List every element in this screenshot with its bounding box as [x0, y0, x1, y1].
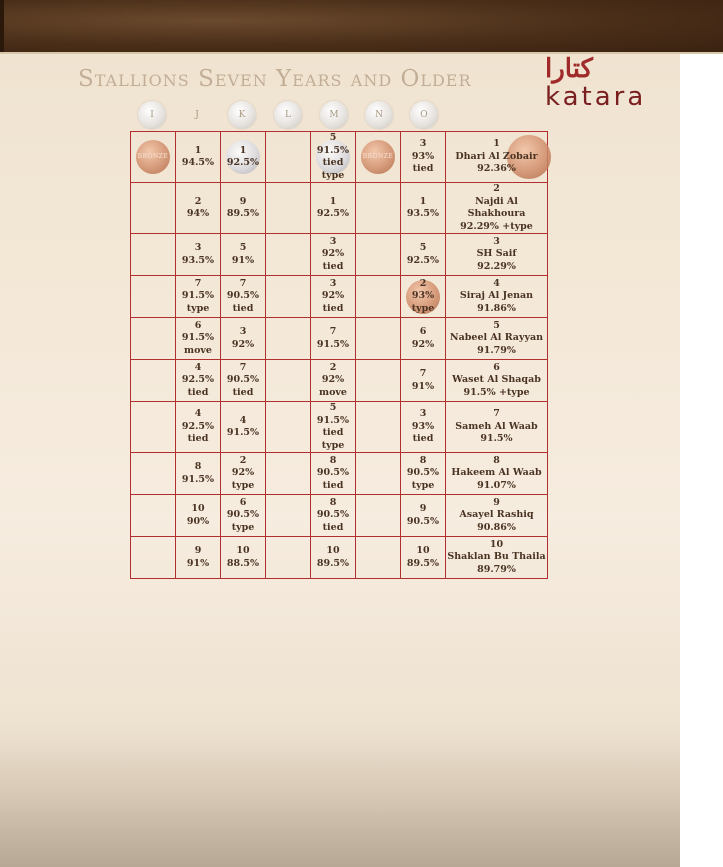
- judge-score-cell: [221, 495, 266, 537]
- cell-line: 90.5%: [316, 467, 350, 479]
- cell-line: 93%: [411, 290, 435, 302]
- cell-line: 91.07%: [477, 479, 516, 491]
- cell-line: tied: [232, 386, 254, 398]
- cell-line: 3: [329, 235, 337, 247]
- cell-line: 91%: [186, 557, 210, 569]
- judge-score-cell: [356, 360, 401, 402]
- cell-line: 10: [326, 545, 340, 556]
- cell-line: 8: [194, 461, 202, 472]
- cell-line: Siraj Al Jenan: [459, 290, 534, 302]
- cell-line: 91.5%: [226, 427, 260, 438]
- judge-score-cell: [311, 453, 356, 495]
- cell-line: 92.29%: [477, 260, 516, 272]
- judge-score-cell: [131, 360, 176, 402]
- cell-line: tied: [232, 302, 254, 314]
- table-row: [131, 318, 548, 360]
- page-title: Stallions Seven Years and Older: [78, 66, 472, 92]
- cell-line: Hakeem Al Waab: [451, 467, 542, 479]
- judge-score-cell: [356, 132, 401, 183]
- cell-line: 92.5%: [316, 208, 350, 219]
- cell-line: tied: [322, 479, 344, 491]
- judge-score-cell: [131, 276, 176, 318]
- cell-line: tied: [187, 386, 209, 398]
- cell-line: tied: [187, 433, 209, 445]
- cell-line: Asayel Rashiq: [459, 509, 534, 521]
- result-cell: [446, 318, 548, 360]
- cell-line: SH Saif: [476, 248, 517, 260]
- cell-line: 2: [419, 277, 427, 289]
- judge-score-cell: [311, 318, 356, 360]
- table-row: [131, 495, 548, 537]
- logo-latin-text: katara: [545, 82, 647, 112]
- judge-score-cell: [221, 402, 266, 453]
- cell-line: Najdi Al Shakhoura: [467, 195, 526, 219]
- judge-score-cell: [176, 402, 221, 453]
- judge-column-k: K: [228, 101, 256, 129]
- cell-line: 91.86%: [477, 302, 516, 314]
- judge-score-cell: [176, 318, 221, 360]
- cell-line: 9: [239, 195, 247, 207]
- cell-line: 6: [239, 496, 247, 508]
- judge-score-cell: [356, 453, 401, 495]
- table-row: [131, 402, 548, 453]
- cell-line: type: [411, 302, 435, 314]
- sea-foam-decoration: [0, 740, 680, 867]
- cell-line: 91.5%: [316, 144, 350, 156]
- judge-score-cell: [266, 276, 311, 318]
- cell-line: 10: [416, 545, 430, 556]
- judge-score-cell: [311, 234, 356, 276]
- cell-line: 92.5%: [181, 374, 215, 386]
- cell-line: 93%: [411, 150, 435, 162]
- judge-score-cell: [221, 234, 266, 276]
- judge-score-cell: [401, 360, 446, 402]
- judge-score-cell: [311, 402, 356, 453]
- cell-line: 90%: [186, 515, 210, 527]
- cell-line: 91.5%: [181, 473, 215, 485]
- cell-line: 92%: [321, 374, 345, 386]
- cell-line: Waset Al Shaqab: [452, 374, 541, 386]
- judge-score-cell: [131, 318, 176, 360]
- cell-line: 90.5%: [226, 374, 260, 386]
- cell-line: 91.5%: [316, 338, 350, 350]
- cell-line: 6: [493, 361, 500, 373]
- result-cell: [446, 132, 548, 183]
- judge-score-cell: [176, 183, 221, 234]
- cell-line: 3: [493, 235, 500, 247]
- cell-line: 5: [493, 319, 500, 331]
- cell-line: 5: [329, 402, 337, 413]
- result-cell: [446, 276, 548, 318]
- judge-score-cell: [176, 234, 221, 276]
- cell-line: 7: [239, 277, 247, 289]
- cell-line: 92.5%: [181, 420, 215, 432]
- judge-column-l: L: [274, 101, 302, 129]
- judge-score-cell: [266, 402, 311, 453]
- judge-score-cell: [221, 276, 266, 318]
- judge-score-cell: [401, 537, 446, 579]
- cell-line: 93.5%: [181, 254, 215, 266]
- cell-line: 8: [329, 496, 337, 508]
- cell-line: 92.5%: [406, 254, 440, 266]
- cell-line: 6: [419, 326, 427, 337]
- cell-line: 91%: [231, 254, 255, 266]
- cell-line: 1: [194, 144, 202, 156]
- cell-line: tied: [322, 302, 344, 314]
- judge-score-cell: [266, 495, 311, 537]
- judge-score-cell: [266, 360, 311, 402]
- cell-line: tied: [412, 163, 434, 175]
- table-row: [131, 234, 548, 276]
- result-cell: [446, 537, 548, 579]
- cell-line: 91.5% +type: [463, 386, 530, 398]
- cell-line: 1: [493, 138, 500, 150]
- judge-score-cell: [176, 360, 221, 402]
- result-cell: [446, 453, 548, 495]
- table-row: [131, 360, 548, 402]
- cell-line: type: [411, 479, 435, 491]
- cell-line: 7: [493, 408, 500, 420]
- cell-line: tied type: [321, 427, 345, 451]
- cell-line: 2: [239, 454, 247, 466]
- cell-line: 2: [493, 183, 500, 194]
- judge-score-cell: [401, 234, 446, 276]
- judge-score-cell: [356, 402, 401, 453]
- cell-line: 9: [194, 545, 202, 556]
- cell-line: 7: [419, 368, 427, 379]
- judge-score-cell: [176, 132, 221, 183]
- cell-line: move: [319, 386, 347, 398]
- judge-column-n: N: [365, 101, 393, 129]
- table-row: [131, 537, 548, 579]
- judge-score-cell: [176, 276, 221, 318]
- judge-score-cell: [401, 453, 446, 495]
- cell-line: 2: [329, 361, 337, 373]
- cell-line: 9: [493, 496, 500, 508]
- judge-score-cell: [401, 132, 446, 183]
- cell-line: 90.5%: [316, 509, 350, 521]
- cell-line: type: [231, 479, 255, 491]
- cell-line: 92%: [231, 467, 255, 479]
- cell-line: 3: [239, 326, 247, 337]
- cell-line: 92%: [231, 338, 255, 350]
- cell-line: 92.5%: [226, 157, 260, 168]
- judge-score-cell: [131, 402, 176, 453]
- cell-line: 10: [489, 538, 504, 550]
- judge-score-cell: [356, 183, 401, 234]
- judge-score-cell: [311, 537, 356, 579]
- cell-line: 7: [194, 277, 202, 289]
- judge-column-j: J: [195, 110, 199, 120]
- judge-score-cell: [266, 183, 311, 234]
- judge-score-cell: [311, 132, 356, 183]
- cell-line: Shaklan Bu Thaila: [447, 551, 546, 563]
- cell-line: 93.5%: [406, 208, 440, 219]
- cell-line: 10: [191, 503, 205, 514]
- judge-score-cell: [356, 318, 401, 360]
- cell-line: 7: [239, 361, 247, 373]
- judge-score-cell: [176, 495, 221, 537]
- result-cell: [446, 360, 548, 402]
- cell-line: move: [184, 344, 212, 356]
- cell-line: 3: [419, 408, 427, 420]
- judge-score-cell: [311, 495, 356, 537]
- cell-line: tied: [412, 433, 434, 445]
- judge-score-cell: [356, 276, 401, 318]
- table-row: [131, 453, 548, 495]
- judge-score-cell: [266, 537, 311, 579]
- cell-line: tied type: [321, 157, 345, 181]
- judge-score-cell: [131, 234, 176, 276]
- cell-line: 91.5%: [181, 290, 215, 302]
- cell-line: 92.36%: [477, 163, 516, 175]
- judge-score-cell: [176, 453, 221, 495]
- cell-line: 3: [329, 277, 337, 289]
- judge-score-cell: [266, 132, 311, 183]
- cell-line: 3: [419, 138, 427, 150]
- judge-score-cell: [401, 276, 446, 318]
- cell-line: type: [231, 521, 255, 533]
- medal-label: BRONZE: [362, 152, 394, 160]
- cell-line: Sameh Al Waab: [455, 420, 538, 432]
- katara-logo: [545, 56, 665, 110]
- cell-line: 3: [194, 242, 202, 253]
- judge-score-cell: [311, 276, 356, 318]
- cell-line: 89.79%: [477, 563, 516, 575]
- judge-score-cell: [221, 318, 266, 360]
- cell-line: 7: [329, 326, 337, 337]
- judge-score-cell: [356, 495, 401, 537]
- judge-column-i: I: [138, 101, 166, 129]
- cell-line: 89.5%: [226, 208, 260, 219]
- cell-line: tied: [322, 521, 344, 533]
- cell-line: 90.5%: [226, 509, 260, 521]
- judge-score-cell: [401, 183, 446, 234]
- judge-score-cell: [311, 360, 356, 402]
- cell-line: 2: [194, 195, 202, 207]
- cell-line: 1: [239, 144, 247, 156]
- cell-line: 8: [419, 454, 427, 466]
- cell-line: 90.5%: [226, 290, 260, 302]
- table-row: [131, 276, 548, 318]
- result-cell: [446, 495, 548, 537]
- judge-score-cell: [266, 453, 311, 495]
- cell-line: 1: [419, 195, 427, 207]
- judge-score-cell: [401, 402, 446, 453]
- judge-score-cell: [221, 132, 266, 183]
- judge-score-cell: [221, 537, 266, 579]
- judge-score-cell: [356, 234, 401, 276]
- cell-line: 92.29% +type: [460, 220, 533, 232]
- judge-score-cell: [401, 318, 446, 360]
- cell-line: 94.5%: [181, 157, 215, 168]
- cell-line: 90.5%: [406, 515, 440, 527]
- cell-line: 88.5%: [226, 557, 260, 569]
- cell-line: 6: [194, 319, 202, 331]
- judge-column-m: M: [320, 101, 348, 129]
- judge-score-cell: [131, 453, 176, 495]
- medal-label: BRONZE: [137, 152, 169, 160]
- judge-score-cell: [221, 360, 266, 402]
- cell-line: 89.5%: [316, 557, 350, 569]
- cell-line: 4: [493, 277, 500, 289]
- cell-line: 91.79%: [477, 344, 516, 356]
- judge-score-cell: [401, 495, 446, 537]
- cell-line: 91%: [411, 380, 435, 392]
- cell-line: 92%: [321, 248, 345, 260]
- cell-line: 89.5%: [406, 557, 440, 569]
- cell-line: Dhari Al Zobair: [455, 150, 538, 162]
- judge-score-cell: [266, 318, 311, 360]
- result-cell: [446, 183, 548, 234]
- cell-line: 5: [239, 242, 247, 253]
- cell-line: type: [186, 302, 210, 314]
- cell-line: 4: [194, 408, 202, 420]
- judge-score-cell: [131, 537, 176, 579]
- cell-line: 10: [236, 545, 250, 556]
- header-bar: [0, 0, 723, 54]
- cell-line: 5: [329, 132, 337, 143]
- cell-line: 91.5%: [181, 332, 215, 344]
- cell-line: 90.5%: [406, 467, 440, 479]
- judge-score-cell: [266, 234, 311, 276]
- judge-score-cell: [131, 495, 176, 537]
- cell-line: 90.86%: [477, 521, 516, 533]
- cell-line: 92%: [411, 338, 435, 350]
- judge-score-cell: [131, 183, 176, 234]
- judge-column-o: O: [410, 101, 438, 129]
- table-row: [131, 132, 548, 183]
- cell-line: tied: [322, 260, 344, 272]
- judge-score-cell: [176, 537, 221, 579]
- cell-line: 92%: [321, 290, 345, 302]
- judge-column-headers: [130, 101, 550, 129]
- judge-score-cell: [311, 183, 356, 234]
- result-cell: [446, 402, 548, 453]
- cell-line: 4: [194, 361, 202, 373]
- judge-score-cell: [356, 537, 401, 579]
- cell-line: 91.5%: [316, 414, 350, 426]
- cell-line: 93%: [411, 420, 435, 432]
- table-row: [131, 183, 548, 234]
- cell-line: 91.5%: [480, 433, 513, 445]
- cell-line: 8: [329, 454, 337, 466]
- results-table: [130, 131, 548, 579]
- cell-line: 9: [419, 503, 427, 514]
- cell-line: 4: [239, 414, 247, 426]
- result-cell: [446, 234, 548, 276]
- judge-score-cell: [131, 132, 176, 183]
- cell-line: Nabeel Al Rayyan: [449, 332, 544, 344]
- judge-score-cell: [221, 453, 266, 495]
- judge-score-cell: [221, 183, 266, 234]
- cell-line: 8: [493, 454, 500, 466]
- logo-arabic-text: كتارا: [545, 54, 593, 84]
- cell-line: 5: [419, 242, 427, 253]
- cell-line: 94%: [186, 208, 210, 219]
- cell-line: 1: [329, 195, 337, 207]
